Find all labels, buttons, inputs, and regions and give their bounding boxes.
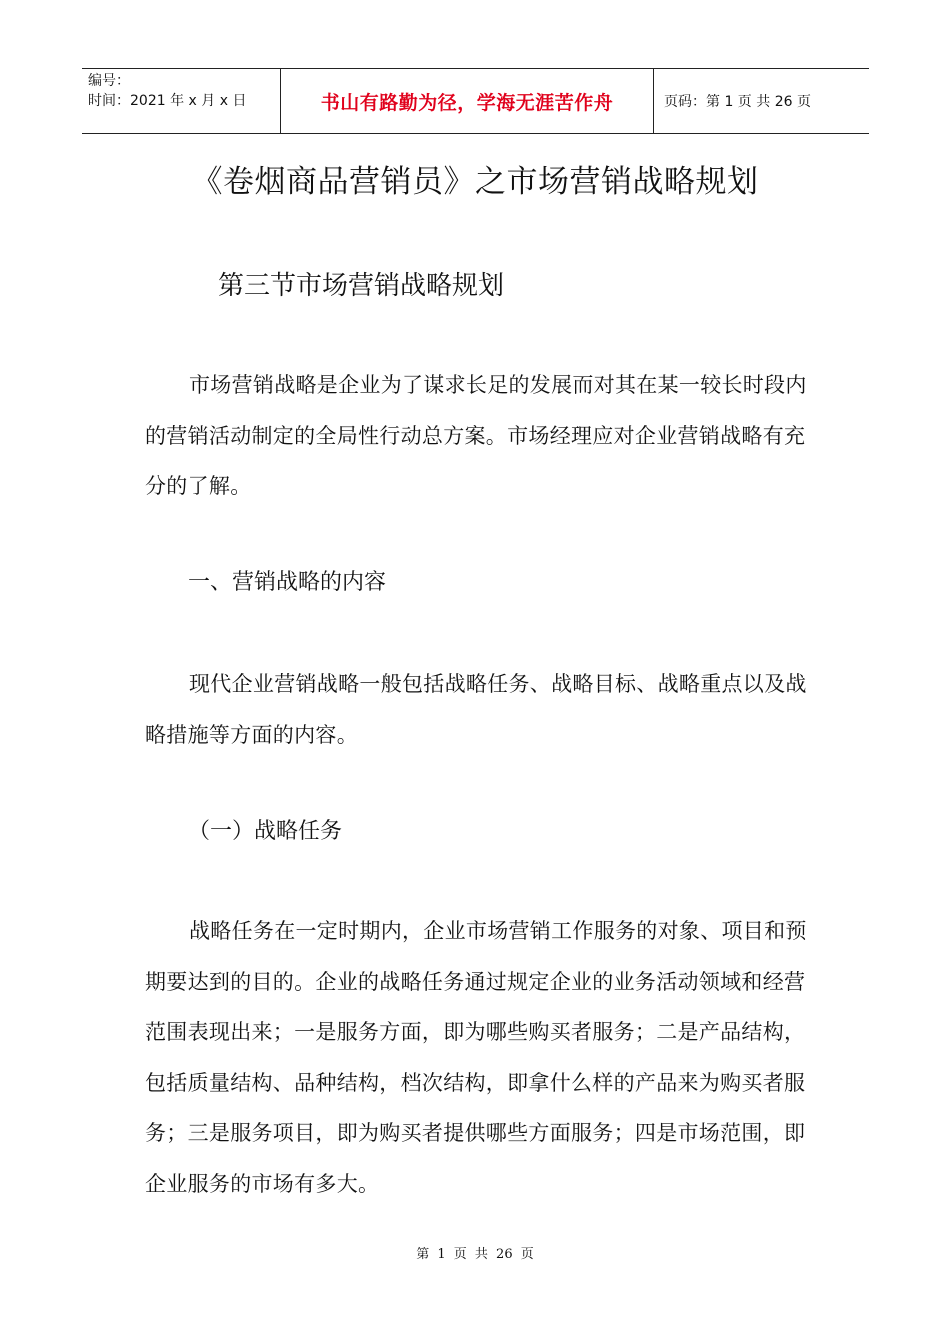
header-motto-cell: [281, 69, 654, 133]
intro-paragraph: 市场营销战略是企业为了谋求长足的发展而对其在某一较长时段内的营销活动制定的全局性行动总方案。市场经理应对企业营销战略有充分的了解。: [145, 373, 807, 498]
heading-strategy-task: （一）战略任务: [188, 819, 343, 844]
heading-strategy-content: 一、营销战略的内容: [188, 570, 387, 595]
header-meta-cell: [82, 69, 281, 133]
strategy-task-paragraph: 战略任务在一定时期内，企业市场营销工作服务的对象、项目和预期要达到的目的。企业的战略任务通过规定企业的业务活动领域和经营范围表现出来；一是服务方面，即为哪些购买者服务；二是产品结构，包括质量结构、品种结构，档次结构，即拿什么样的产品来为购买者服务；三是服务项目，即为购买者提供哪些方面服务；四是市场范围，即企业服务的市场有多大。: [145, 919, 807, 1196]
page-footer: 第 1 页 共 26 页: [416, 1247, 534, 1262]
header-page-cell: [654, 69, 869, 133]
strategy-content-paragraph: 现代企业营销战略一般包括战略任务、战略目标、战略重点以及战略措施等方面的内容。: [145, 672, 807, 747]
header-motto: 书山有路勤为径，学海无涯苦作舟: [320, 91, 614, 114]
document-number-label: 编号：: [88, 73, 130, 89]
document-date-label: 时间：2021 年 x 月 x 日: [88, 93, 247, 109]
section-title: 第三节市场营销战略规划: [218, 271, 505, 301]
header-page-code: 页码：第 1 页 共 26 页: [664, 94, 811, 110]
document-title: 《卷烟商品营销员》之市场营销战略规划: [191, 164, 759, 200]
header-table: [82, 68, 869, 134]
